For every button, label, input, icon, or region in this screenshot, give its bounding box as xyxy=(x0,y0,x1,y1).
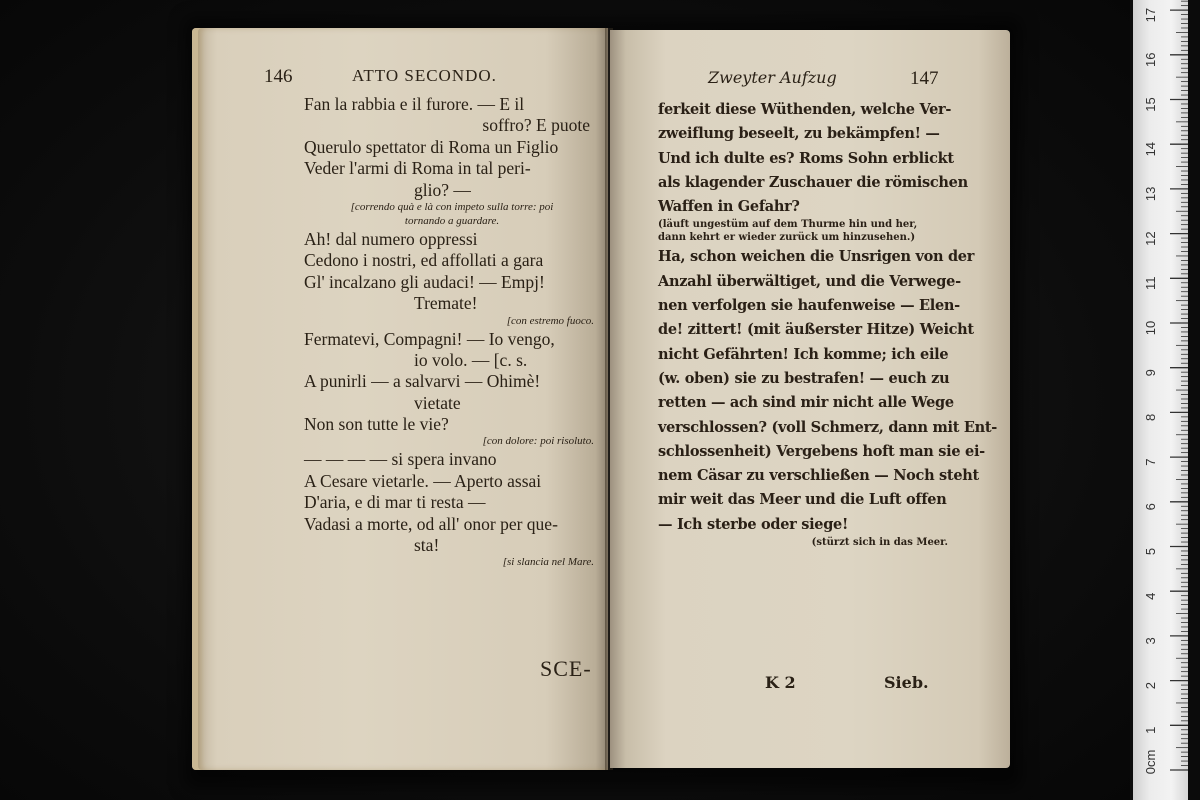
left-running-head: ATTO SECONDO. xyxy=(352,66,497,85)
ruler-cm-label: 5 xyxy=(1143,547,1158,556)
left-line: Gl' incalzano gli audaci! — Empj! xyxy=(304,271,545,292)
ruler-cm-label: 14 xyxy=(1143,141,1158,157)
ruler-cm-label: 12 xyxy=(1143,231,1158,246)
right-line: mir weit das Meer und die Luft offen xyxy=(658,491,947,509)
ruler-cm-label: 9 xyxy=(1143,369,1158,377)
right-line: de! zittert! (mit äußerster Hitze) Weicht xyxy=(658,321,974,339)
right-line: verschlossen? (voll Schmerz, dann mit Ent- xyxy=(658,418,998,436)
right-line: zweiflung beseelt, zu bekämpfen! — xyxy=(658,125,940,143)
right-line: schlossenheit) Vergebens hoft man sie ei- xyxy=(658,442,985,460)
left-line: Querulo spettator di Roma un Figlio xyxy=(304,136,559,157)
left-line: [con estremo fuoco. xyxy=(506,314,594,327)
ruler-cm-label: 15 xyxy=(1143,97,1158,112)
left-text-block xyxy=(304,94,600,570)
ruler-cm-label: 10 xyxy=(1143,320,1158,336)
left-line: sta! xyxy=(414,535,440,556)
left-line: A Cesare vietarle. — Aperto assai xyxy=(304,470,542,491)
right-line: Waffen in Gefahr? xyxy=(658,198,800,216)
right-line: retten — ach sind mir nicht alle Wege xyxy=(658,394,954,412)
left-line: io volo. — [c. s. xyxy=(414,349,528,370)
ruler-cm-label: 13 xyxy=(1143,186,1158,202)
right-line: (w. oben) sie zu bestrafen! — euch zu xyxy=(658,369,950,387)
left-line: tornando a guardare. xyxy=(404,214,500,227)
left-line: Tremate! xyxy=(414,293,478,314)
left-catchword: SCE- xyxy=(540,656,592,681)
ruler-unit-label: 0cm xyxy=(1143,749,1158,775)
right-line: Und ich dulte es? Roms Sohn erblickt xyxy=(658,149,954,167)
right-running-head: Zweyter Aufzug xyxy=(708,68,837,87)
left-line: Ah! dal numero oppressi xyxy=(304,228,478,249)
ruler-cm-label: 1 xyxy=(1143,726,1158,734)
left-line: Vadasi a morte, od all' onor per que- xyxy=(304,513,558,534)
ruler-cm-label: 8 xyxy=(1143,413,1158,422)
right-signature-mark: K 2 xyxy=(765,673,796,692)
right-line: Ha, schon weichen die Unsrigen von der xyxy=(658,248,975,266)
right-page xyxy=(610,30,1010,768)
right-catchword: Sieb. xyxy=(884,673,929,692)
right-page-number: 147 xyxy=(910,68,939,89)
left-line: A punirli — a salvarvi — Ohimè! xyxy=(304,371,541,392)
ruler-cm-label: 4 xyxy=(1143,592,1158,600)
right-line: (läuft ungestüm auf dem Thurme hin und her, xyxy=(658,219,918,231)
left-line: [correndo quà e là con impeto sulla torre: poi xyxy=(350,200,554,213)
left-page-number: 146 xyxy=(264,66,293,87)
ruler-cm-label: 11 xyxy=(1143,276,1158,291)
ruler-cm-label: 7 xyxy=(1143,458,1158,466)
left-line: glio? — xyxy=(414,179,471,200)
right-line: nicht Gefährten! Ich komme; ich eile xyxy=(658,345,949,363)
left-line: Cedono i nostri, ed affollati a gara xyxy=(304,250,544,271)
left-line: [con dolore: poi risoluto. xyxy=(482,435,594,448)
left-line: Fermatevi, Compagni! — Io vengo, xyxy=(304,328,555,349)
left-line: D'aria, e di mar ti resta — xyxy=(304,492,486,513)
left-line: Fan la rabbia e il furore. — E il xyxy=(304,94,525,114)
left-line: vietate xyxy=(414,392,461,413)
right-line: dann kehrt er wieder zurück um hinzusehen.) xyxy=(658,232,916,244)
left-line: — — — — si spera invano xyxy=(304,449,497,470)
left-line: [si slancia nel Mare. xyxy=(502,556,594,569)
left-line: Veder l'armi di Roma in tal peri- xyxy=(304,158,531,179)
ruler-edge-shadow xyxy=(1188,0,1200,800)
left-page xyxy=(192,28,608,770)
right-line: als klagender Zuschauer die römischen xyxy=(658,173,968,191)
ruler-cm-label: 6 xyxy=(1143,503,1158,511)
ruler-cm-label: 3 xyxy=(1143,637,1158,645)
ruler-cm-label: 16 xyxy=(1143,52,1158,68)
left-line: soffro? E puote xyxy=(482,115,590,136)
ruler-scale xyxy=(1133,0,1188,800)
right-line: Anzahl überwältiget, und die Verwege- xyxy=(658,272,961,290)
right-line: nem Cäsar zu verschließen — Noch steht xyxy=(658,467,979,485)
right-line: ferkeit diese Wüthenden, welche Ver- xyxy=(658,101,952,118)
right-line: nen verfolgen sie haufenweise — Elen- xyxy=(658,297,960,315)
right-text-block xyxy=(658,98,998,550)
measuring-ruler xyxy=(1133,0,1188,800)
ruler-cm-label: 2 xyxy=(1143,681,1158,690)
right-line: (stürzt sich in das Meer. xyxy=(811,537,948,549)
right-line: — Ich sterbe oder siege! xyxy=(658,515,849,533)
ruler-cm-label: 17 xyxy=(1143,7,1158,23)
left-line: Non son tutte le vie? xyxy=(304,414,449,435)
